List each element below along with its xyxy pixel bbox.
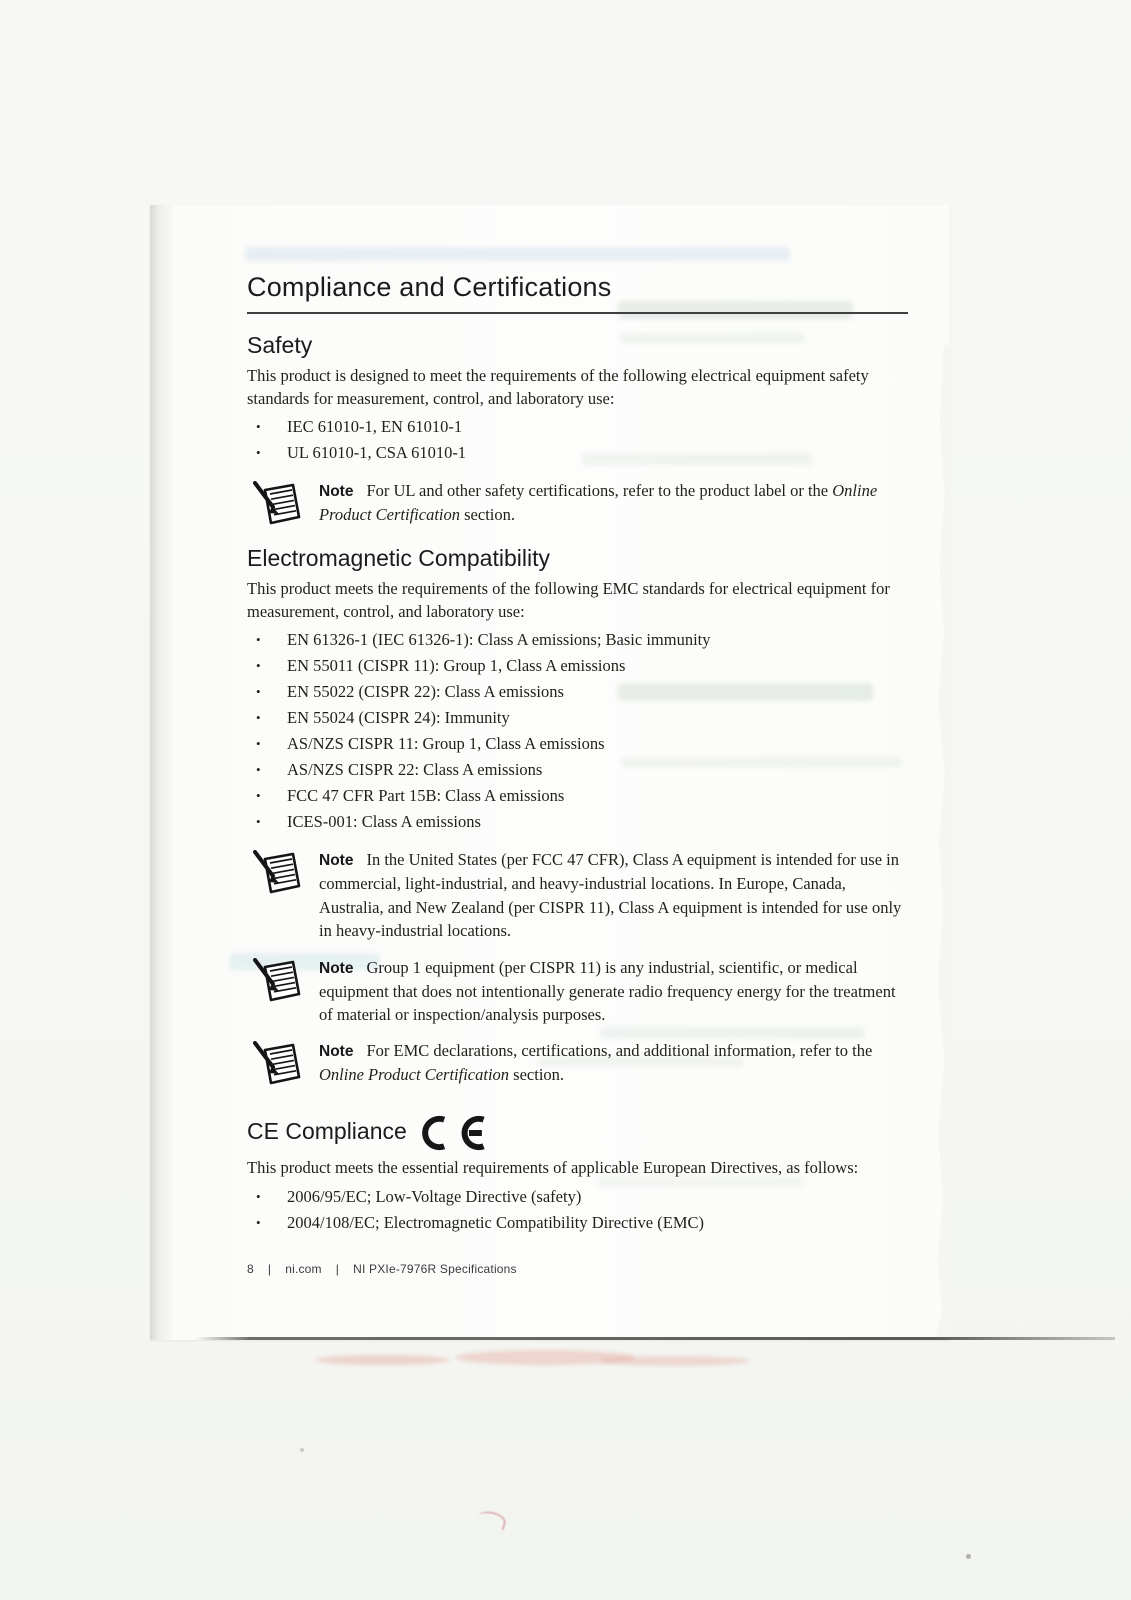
page-number: 8 bbox=[247, 1262, 254, 1276]
section-heading-ce: CE Compliance bbox=[247, 1117, 407, 1144]
footer-site: ni.com bbox=[285, 1262, 322, 1276]
footer-separator: | bbox=[335, 1262, 340, 1276]
scan-smudge bbox=[315, 1355, 450, 1365]
list-item: • 2004/108/EC; Electromagnetic Compatibility Directive (EMC) bbox=[247, 1210, 908, 1236]
ce-bullet-list bbox=[247, 1184, 908, 1236]
list-item: • EN 55011 (CISPR 11): Group 1, Class A emissions bbox=[247, 653, 908, 679]
safety-intro: This product is designed to meet the requirements of the following electrical equipment safety standards for measurement, control, and laboratory use: bbox=[247, 366, 869, 409]
scan-mark bbox=[477, 1509, 508, 1530]
note-label: Note bbox=[319, 483, 354, 501]
note-block bbox=[247, 1039, 908, 1087]
footer-separator: | bbox=[267, 1262, 272, 1276]
page-footer bbox=[247, 1262, 517, 1276]
safety-bullet-list bbox=[247, 414, 908, 466]
section-heading-safety: Safety bbox=[247, 332, 313, 358]
list-item: • ICES-001: Class A emissions bbox=[247, 809, 908, 835]
scan-smudge bbox=[600, 1356, 750, 1366]
document-page bbox=[150, 205, 950, 1340]
page-bottom-edge-shadow bbox=[195, 1337, 1115, 1340]
note-text bbox=[319, 1039, 908, 1087]
note-text-segment: section. bbox=[509, 1065, 565, 1085]
list-item: • EN 61326-1 (IEC 61326-1): Class A emissions; Basic immunity bbox=[247, 627, 908, 653]
note-text-italic: Online Product Certification bbox=[319, 1065, 510, 1085]
emc-bullet-list bbox=[247, 627, 908, 835]
note-text-segment: In the United States (per FCC 47 CFR), Class A equipment is intended for use in commercial, light-industrial, and heavy-industrial locations. In Europe, Canada, Australia, and New Zealand (per CISPR 11), Class A equipment is intended for use only in heavy-industrial locations. bbox=[319, 850, 902, 941]
note-text bbox=[319, 848, 908, 942]
note-icon bbox=[251, 958, 303, 1004]
note-block bbox=[247, 848, 908, 942]
scan-speck bbox=[966, 1554, 971, 1559]
note-text-italic: Online Product Certification bbox=[319, 481, 878, 525]
list-item: • AS/NZS CISPR 22: Class A emissions bbox=[247, 757, 908, 783]
ce-mark-icon bbox=[415, 1115, 487, 1151]
note-block bbox=[247, 479, 908, 527]
list-item: • FCC 47 CFR Part 15B: Class A emissions bbox=[247, 783, 908, 809]
note-label: Note bbox=[319, 959, 354, 977]
list-item: • AS/NZS CISPR 11: Group 1, Class A emissions bbox=[247, 731, 908, 757]
emc-intro: This product meets the requirements of the following EMC standards for electrical equipment for measurement, control, and laboratory use: bbox=[247, 579, 890, 622]
note-text-segment: For UL and other safety certifications, refer to the product label or the bbox=[366, 481, 833, 501]
list-item: • EN 55022 (CISPR 22): Class A emissions bbox=[247, 679, 908, 705]
list-item: • UL 61010-1, CSA 61010-1 bbox=[247, 440, 908, 466]
ce-intro: This product meets the essential requirements of applicable European Directives, as follows: bbox=[247, 1158, 859, 1178]
note-text-segment: Group 1 equipment (per CISPR 11) is any industrial, scientific, or medical equipment that does not intentionally generate radio frequency energy for the treatment of material or inspection/analysis purposes. bbox=[319, 957, 896, 1025]
note-text-segment: For EMC declarations, certifications, and additional information, refer to the bbox=[366, 1041, 873, 1061]
page-title: Compliance and Certifications bbox=[247, 272, 612, 302]
note-text-segment: section. bbox=[460, 505, 515, 525]
note-text bbox=[319, 479, 908, 527]
footer-doc-title: NI PXIe-7976R Specifications bbox=[353, 1262, 517, 1276]
list-item: • 2006/95/EC; Low-Voltage Directive (safety) bbox=[247, 1184, 908, 1210]
section-heading-emc: Electromagnetic Compatibility bbox=[247, 545, 550, 572]
scan-speck bbox=[300, 1448, 304, 1452]
note-icon bbox=[251, 481, 303, 527]
note-icon bbox=[251, 850, 303, 896]
note-icon bbox=[251, 1041, 303, 1087]
list-item: • EN 55024 (CISPR 24): Immunity bbox=[247, 705, 908, 731]
title-rule bbox=[247, 312, 908, 314]
note-label: Note bbox=[319, 852, 354, 870]
note-text bbox=[319, 956, 908, 1027]
note-block bbox=[247, 956, 908, 1027]
scan-smudge bbox=[455, 1350, 635, 1365]
list-item: • IEC 61010-1, EN 61010-1 bbox=[247, 414, 908, 440]
note-label: Note bbox=[319, 1043, 354, 1061]
